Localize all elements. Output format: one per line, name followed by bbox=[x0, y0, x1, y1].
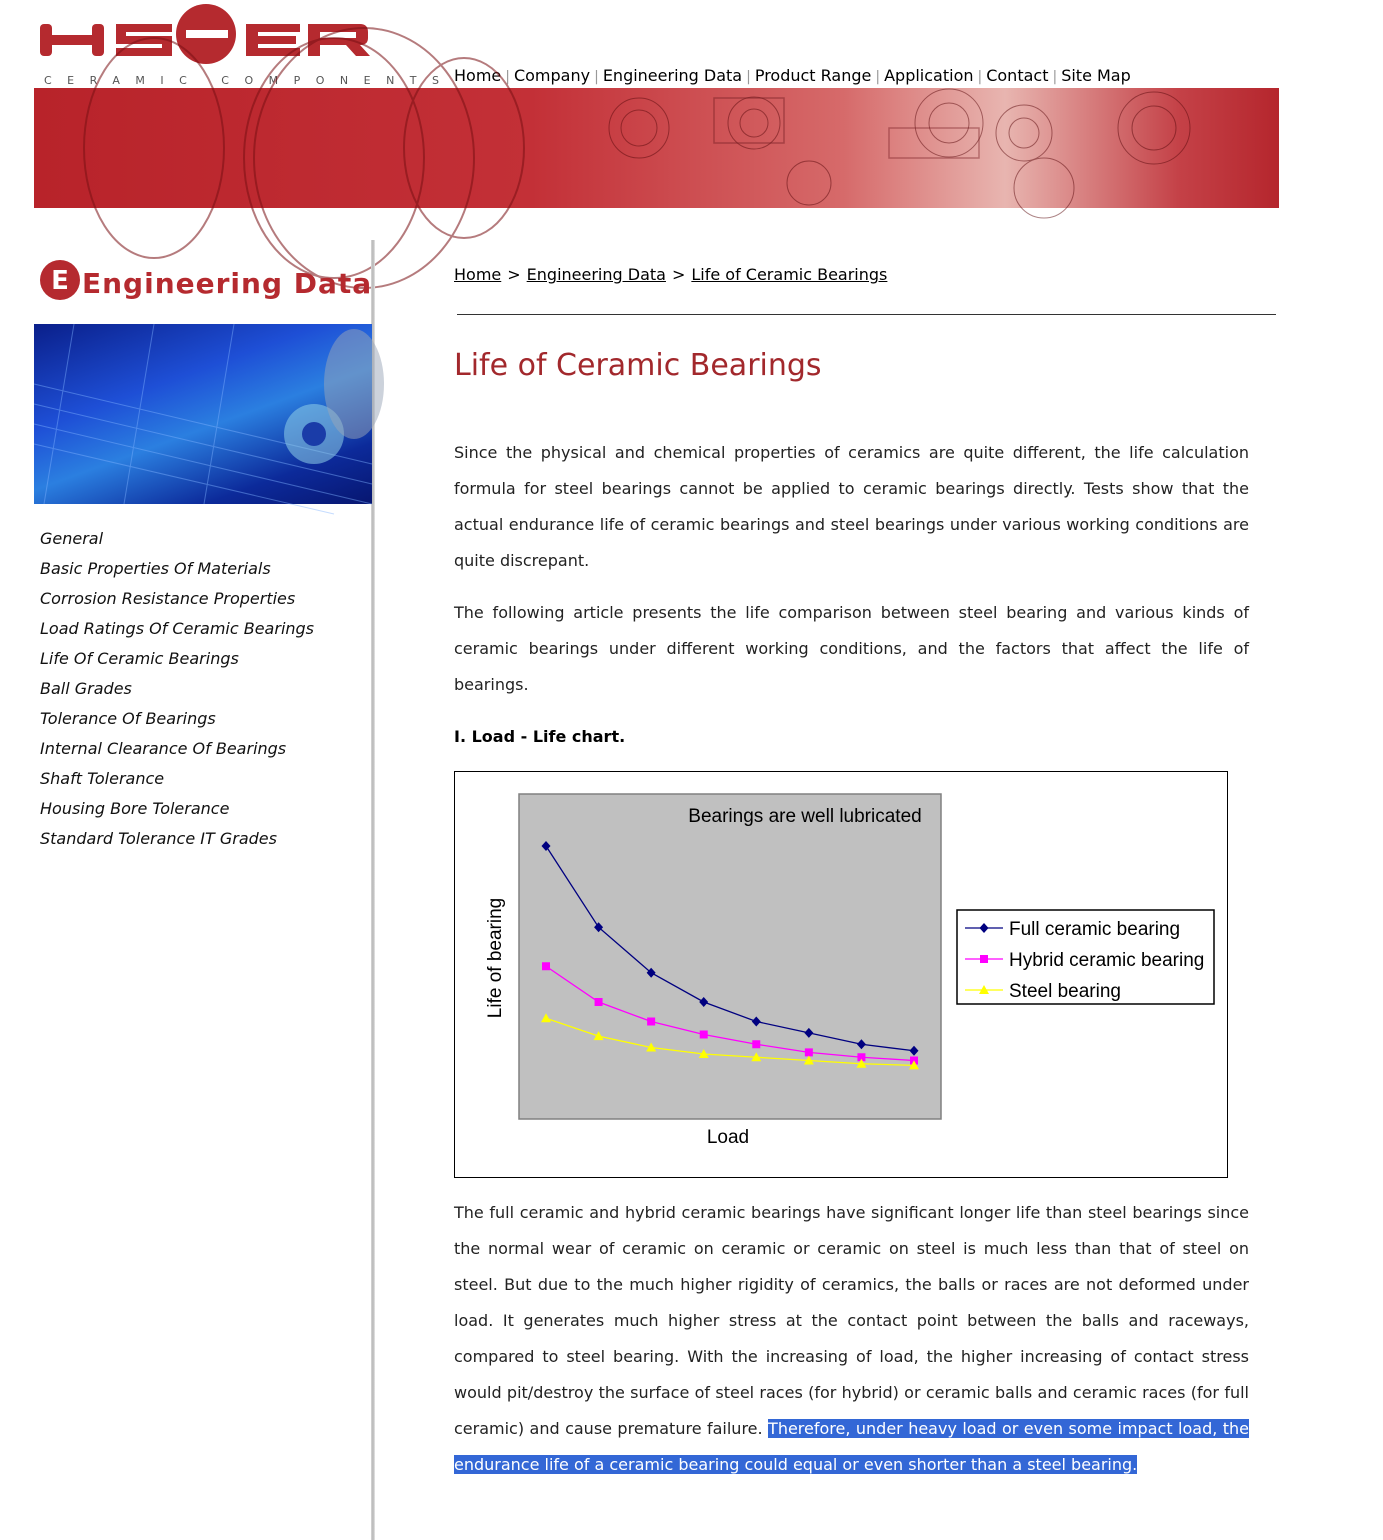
sidebar-title-text: Engineering Data bbox=[82, 267, 373, 300]
nav-separator: | bbox=[746, 69, 751, 85]
breadcrumb-life-of-ceramic-bearings[interactable]: Life of Ceramic Bearings bbox=[691, 265, 888, 284]
content-divider bbox=[457, 314, 1276, 315]
nav-contact[interactable]: Contact bbox=[986, 66, 1049, 85]
breadcrumb-separator: > bbox=[671, 265, 686, 284]
sidebar-item-corrosion-resistance[interactable]: Corrosion Resistance Properties bbox=[40, 589, 296, 608]
legend-marker-hybrid-ceramic-bearing bbox=[980, 955, 988, 963]
sidebar-item-ball-grades[interactable]: Ball Grades bbox=[40, 679, 132, 698]
legend-label-full-ceramic-bearing: Full ceramic bearing bbox=[1009, 919, 1181, 940]
breadcrumb-separator: > bbox=[507, 265, 521, 284]
hscer-logo[interactable] bbox=[36, 0, 455, 90]
sidebar-item-general[interactable]: General bbox=[40, 529, 104, 548]
nav-separator: | bbox=[875, 69, 881, 85]
sidebar-engineering-photo bbox=[34, 324, 372, 504]
nav-separator: | bbox=[1052, 69, 1058, 85]
chart-title: Bearings are well lubricated bbox=[688, 806, 922, 827]
article-summary-paragraph: The following article presents the life comparison between steel bearing and various kinds of ceramic bearings under different working conditions, and the factors that affect the life of bearings. bbox=[454, 603, 1249, 694]
data-point-hybrid-ceramic-bearing bbox=[700, 1031, 708, 1039]
breadcrumb-home[interactable]: Home bbox=[454, 265, 502, 284]
conclusion-paragraph bbox=[454, 1195, 1249, 1483]
sidebar-item-internal-clearance[interactable]: Internal Clearance Of Bearings bbox=[40, 739, 287, 758]
load-life-chart-svg bbox=[455, 772, 1227, 1177]
x-axis-label: Load bbox=[706, 1127, 750, 1148]
nav-site-map[interactable]: Site Map bbox=[1061, 66, 1131, 85]
intro-paragraph: Since the physical and chemical properties of ceramics are quite different, the life calculation formula for steel bearings cannot be applied to ceramic bearings directly. Tests show that the actual endurance life of ceramic bearings and steel bearings under various working conditions are quite discrepant. bbox=[454, 443, 1249, 570]
section-heading-load-life: I. Load - Life chart. bbox=[454, 727, 626, 746]
sidebar-title-initial: E bbox=[51, 266, 69, 296]
plot-area bbox=[519, 794, 941, 1119]
data-point-hybrid-ceramic-bearing bbox=[542, 962, 550, 970]
page-title: Life of Ceramic Bearings bbox=[454, 348, 822, 383]
sidebar-item-shaft-tolerance[interactable]: Shaft Tolerance bbox=[40, 769, 165, 788]
breadcrumb-engineering-data[interactable]: Engineering Data bbox=[526, 265, 666, 284]
nav-application[interactable]: Application bbox=[884, 66, 974, 85]
nav-product-range[interactable]: Product Range bbox=[754, 66, 872, 85]
sidebar-item-load-ratings[interactable]: Load Ratings Of Ceramic Bearings bbox=[40, 619, 315, 638]
nav-separator: | bbox=[594, 69, 599, 85]
sidebar-item-life-of-ceramic-bearings[interactable]: Life Of Ceramic Bearings bbox=[40, 649, 239, 668]
nav-company[interactable]: Company bbox=[513, 66, 591, 85]
nav-home[interactable]: Home bbox=[454, 66, 502, 85]
data-point-hybrid-ceramic-bearing bbox=[805, 1048, 813, 1056]
sidebar-item-standard-tolerance-it[interactable]: Standard Tolerance IT Grades bbox=[40, 829, 277, 848]
highlighted-selection-text: Therefore, under heavy load or even some impact load, the endurance life of a ceramic bearing could equal or even shorter than a steel bearing. bbox=[454, 1419, 1250, 1474]
nav-engineering-data[interactable]: Engineering Data bbox=[602, 66, 743, 85]
header-banner-image bbox=[34, 88, 1279, 208]
data-point-hybrid-ceramic-bearing bbox=[752, 1040, 760, 1048]
load-life-chart bbox=[454, 771, 1228, 1178]
sidebar-title bbox=[38, 258, 373, 308]
logo-subtitle: CERAMIC COMPONENTS bbox=[44, 74, 455, 87]
sidebar-item-basic-properties[interactable]: Basic Properties Of Materials bbox=[40, 559, 271, 578]
legend-label-steel-bearing: Steel bearing bbox=[1009, 981, 1121, 1002]
sidebar-item-housing-bore-tolerance[interactable]: Housing Bore Tolerance bbox=[40, 799, 230, 818]
data-point-hybrid-ceramic-bearing bbox=[647, 1018, 655, 1026]
legend-label-hybrid-ceramic-bearing: Hybrid ceramic bearing bbox=[1009, 950, 1205, 971]
sidebar-menu bbox=[40, 524, 314, 854]
data-point-hybrid-ceramic-bearing bbox=[595, 998, 603, 1006]
conclusion-text: The full ceramic and hybrid ceramic bearings have significant longer life than steel bearings since the normal wear of ceramic on ceramic or ceramic on steel is much less than that of steel on steel. But due to the much higher rigidity of ceramics, the balls or races are not deformed under load. It generates much higher stress at the contact point between the balls and raceways, compared to steel bearing. With the increasing of load, the higher increasing of contact stress would pit/destroy the surface of steel races (for hybrid) or ceramic balls and ceramic races (for full ceramic) and cause premature failure. bbox=[454, 1203, 1249, 1438]
nav-separator: | bbox=[977, 69, 983, 85]
nav-separator: | bbox=[505, 69, 510, 85]
breadcrumb bbox=[454, 265, 887, 284]
sidebar-item-tolerance-of-bearings[interactable]: Tolerance Of Bearings bbox=[40, 709, 216, 728]
top-navigation bbox=[454, 66, 1131, 85]
y-axis-label: Life of bearing bbox=[485, 897, 506, 1019]
